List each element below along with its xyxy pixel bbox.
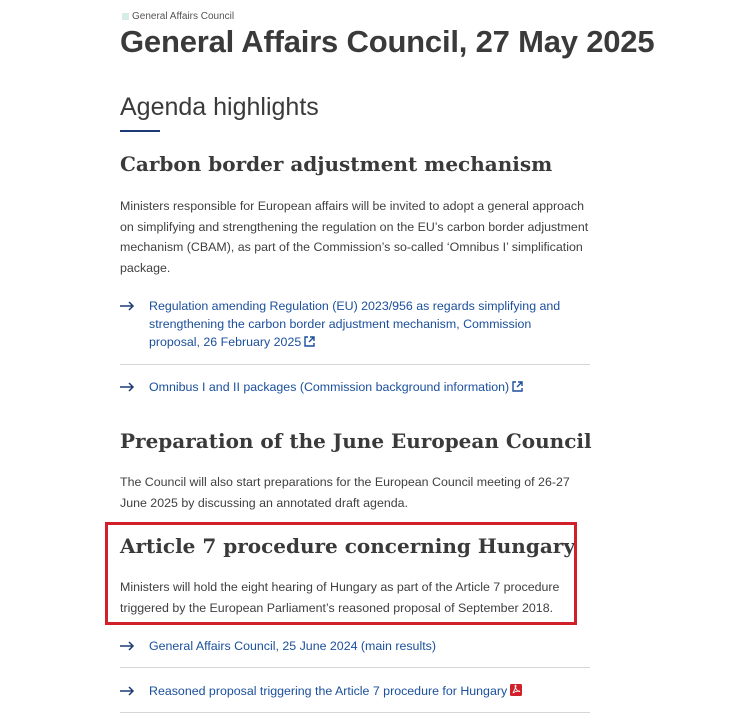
link-label: Regulation amending Regulation (EU) 2023/956 as regards simplifying and strengthening the carbon border adjustment mechanism, Commission proposal, 26 February 2025 xyxy=(149,299,561,349)
link-label: Omnibus I and II packages (Commission background information) xyxy=(149,380,510,394)
section-text-cbam: Ministers responsible for European affairs will be invited to adopt a general approach on simplifying and strengthening the regulation on the EU’s carbon border adjustment mechanism (CBAM), as part of the Commission’s so-called ‘Omnibus I’ simplification package. xyxy=(120,199,589,275)
section-text-european-council: The Council will also start preparations for the European Council meeting of 26-27 June 2025 by discussing an annotated draft agenda. xyxy=(120,475,570,510)
divider xyxy=(120,667,590,668)
arrow-right-icon xyxy=(120,637,149,651)
agenda-title-underline xyxy=(120,130,160,132)
link-label: General Affairs Council, 25 June 2024 (main results) xyxy=(149,639,436,653)
section-heading-article-7: Article 7 procedure concerning Hungary xyxy=(120,534,575,558)
section-heading-cbam: Carbon border adjustment mechanism xyxy=(120,152,553,176)
arrow-right-icon xyxy=(120,378,149,392)
pdf-icon xyxy=(510,683,522,701)
external-link-icon xyxy=(512,379,523,397)
agenda-title: Agenda highlights xyxy=(120,93,319,121)
breadcrumb xyxy=(122,11,234,22)
link-omnibus-packages[interactable] xyxy=(120,378,590,397)
breadcrumb-link[interactable]: General Affairs Council xyxy=(132,11,235,22)
breadcrumb-marker-icon xyxy=(122,13,129,20)
link-label: Reasoned proposal triggering the Article 7 procedure for Hungary xyxy=(149,684,508,698)
link-reasoned-proposal[interactable] xyxy=(120,682,590,701)
link-cbam-regulation-proposal[interactable] xyxy=(120,297,590,352)
external-link-icon xyxy=(304,334,315,352)
divider xyxy=(120,364,590,365)
section-heading-european-council: Preparation of the June European Council xyxy=(120,429,592,453)
link-gac-june-2024[interactable] xyxy=(120,637,590,655)
arrow-right-icon xyxy=(120,682,149,696)
page-title: General Affairs Council, 27 May 2025 xyxy=(120,24,655,59)
arrow-right-icon xyxy=(120,297,149,311)
highlight-box xyxy=(105,522,577,625)
section-text-article-7: Ministers will hold the eight hearing of Hungary as part of the Article 7 procedure triggered by the European Parliament’s reasoned proposal of September 2018. xyxy=(120,580,560,615)
divider xyxy=(120,712,590,713)
